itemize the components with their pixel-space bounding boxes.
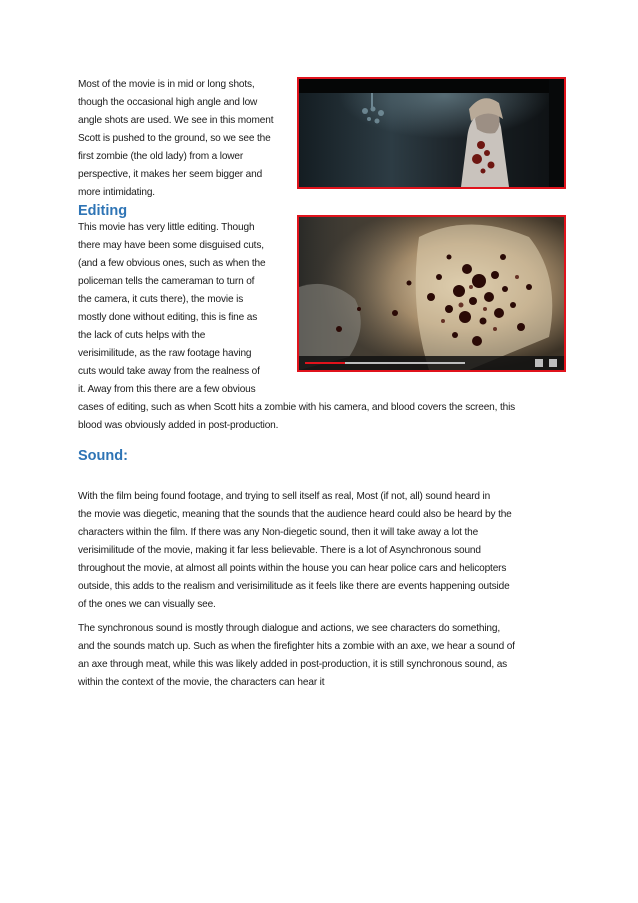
text-line: an axe through meat, while this was likely added in post-production, it is still synchronous sound, as [78, 659, 508, 670]
text-line: more intimidating. [78, 187, 155, 198]
text-line: blood was obviously added in post-production. [78, 420, 279, 431]
text-line: the movie was diegetic, meaning that the sounds that the audience heard could also be heard by the [78, 509, 512, 520]
text-line: The synchronous sound is mostly through dialogue and actions, we see characters do something, [78, 623, 501, 634]
text-line: there may have been some disguised cuts, [78, 240, 264, 251]
text-line: mostly done without editing, this is fine as [78, 312, 258, 323]
text-line: Most of the movie is in mid or long shots, [78, 79, 255, 90]
text-line: cuts would take away from the realness of [78, 366, 260, 377]
text-line: though the occasional high angle and low [78, 97, 258, 108]
text-line: of the ones we can visually see. [78, 599, 216, 610]
text-line: within the context of the movie, the characters can hear it [78, 677, 325, 688]
text-line: angle shots are used. We see in this moment [78, 115, 274, 126]
text-line: the lack of cuts helps with the [78, 330, 206, 341]
text-line: characters within the film. If there was any Non-diegetic sound, then it will take away a lot the [78, 527, 479, 538]
text-line: first zombie (the old lady) from a lower [78, 151, 244, 162]
film-still-blood-splatter [297, 215, 566, 372]
text-line: policeman tells the cameraman to turn of [78, 276, 255, 287]
text-line: it. Away from this there are a few obvious [78, 384, 256, 395]
text-line: (and a few obvious ones, such as when the [78, 258, 266, 269]
text-line: With the film being found footage, and trying to sell itself as real, Most (if not, all) sound heard in [78, 491, 491, 502]
text-line: cases of editing, such as when Scott hits a zombie with his camera, and blood covers the screen, this [78, 402, 516, 413]
text-line: verisimilitude, as the raw footage having [78, 348, 252, 359]
text-line: the camera, it cuts there), the movie is [78, 294, 244, 305]
text-line: Scott is pushed to the ground, so we see the [78, 133, 271, 144]
text-line: verisimilitude of the movie, making it far less believable. There is a lot of Asynchronous sound [78, 545, 481, 556]
text-line: throughout the movie, at almost all points within the house you can hear police cars and helicopters [78, 563, 507, 574]
text-line: perspective, it makes her seem bigger and [78, 169, 263, 180]
sound-heading: Sound: [78, 448, 128, 464]
editing-heading: Editing [78, 203, 128, 219]
film-still-old-lady-zombie [297, 77, 566, 189]
text-line: outside, this adds to the realism and verisimilitude as it feels like there are events happening outside [78, 581, 510, 592]
text-line: and the sounds match up. Such as when the firefighter hits a zombie with an axe, we hear a sound of [78, 641, 515, 652]
text-line: This movie has very little editing. Though [78, 222, 255, 233]
